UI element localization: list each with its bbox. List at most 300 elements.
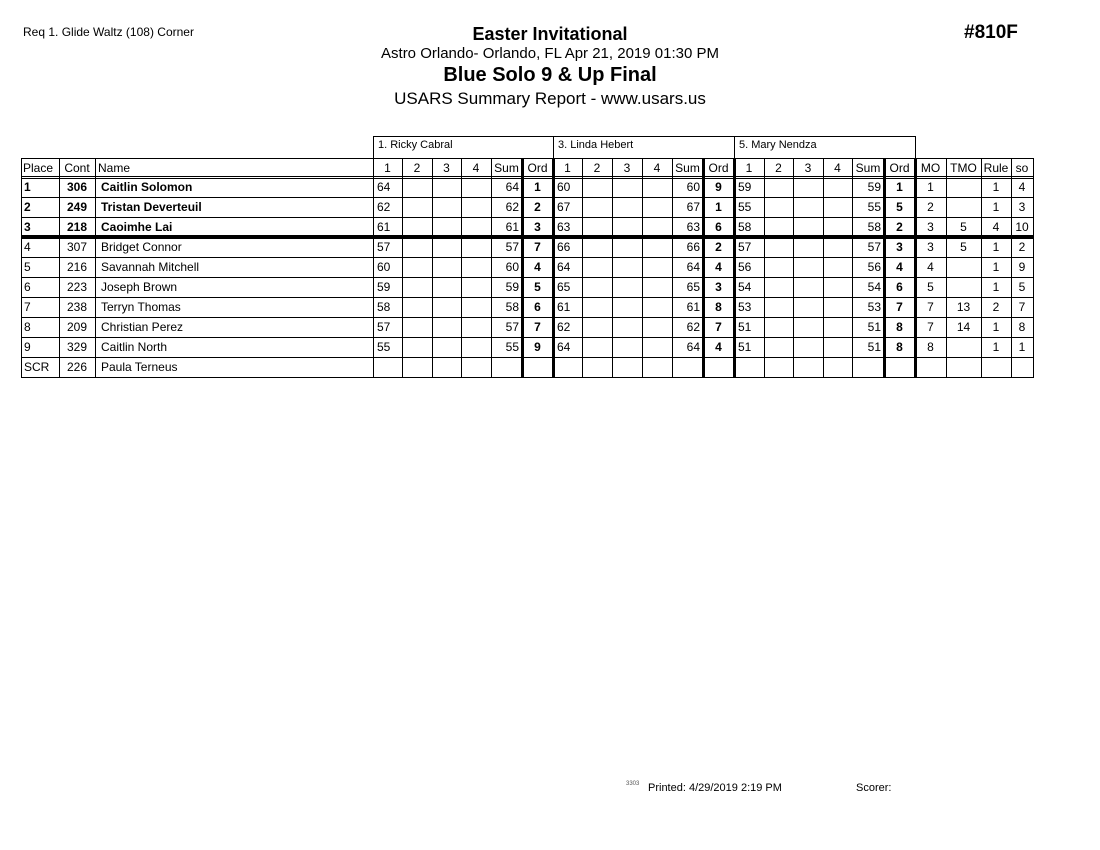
cell-sum: 60 bbox=[505, 260, 519, 274]
judge-box-top bbox=[734, 136, 916, 137]
cell-tmo: 5 bbox=[960, 240, 967, 254]
ordinal-right-rule bbox=[914, 158, 917, 378]
cell-score: 59 bbox=[377, 280, 391, 294]
cell-score: 55 bbox=[738, 200, 752, 214]
cell-sum: 64 bbox=[686, 340, 700, 354]
cell-ordinal: 4 bbox=[896, 260, 903, 274]
cell-score bbox=[582, 318, 612, 337]
report-title: USARS Summary Report - www.usars.us bbox=[394, 89, 706, 108]
cell-mo: 3 bbox=[927, 220, 934, 234]
cell-ordinal: 7 bbox=[715, 320, 722, 334]
cell-tmo bbox=[946, 278, 981, 297]
cell-sum: 64 bbox=[686, 260, 700, 274]
cell-score bbox=[402, 238, 432, 257]
cell-score bbox=[612, 238, 642, 257]
cell-mo bbox=[915, 358, 946, 377]
cell-score bbox=[642, 318, 672, 337]
cell-so: 7 bbox=[1018, 300, 1026, 314]
cell-so: 1 bbox=[1018, 340, 1026, 354]
cell-rule: 1 bbox=[992, 280, 1000, 294]
header-judge-3-col-1: 1 bbox=[745, 161, 753, 175]
cell-rule: 1 bbox=[992, 200, 1000, 214]
cell-rule: 1 bbox=[992, 240, 1000, 254]
judge-name: 3. Linda Hebert bbox=[558, 139, 634, 151]
ordinal-left-rule bbox=[702, 158, 705, 378]
cell-score bbox=[793, 318, 823, 337]
header-judge-3-col-4: 4 bbox=[834, 161, 841, 175]
cell-score bbox=[432, 318, 461, 337]
cell-name: Tristan Deverteuil bbox=[101, 200, 202, 214]
cell-score bbox=[764, 318, 793, 337]
cell-score: 64 bbox=[557, 340, 571, 354]
cell-sum: 57 bbox=[867, 240, 881, 254]
row-rule bbox=[21, 297, 1033, 298]
cell-score bbox=[793, 278, 823, 297]
cell-mo: 5 bbox=[927, 280, 934, 294]
cell-score: 65 bbox=[557, 280, 571, 294]
cell-tmo bbox=[946, 178, 981, 197]
cell-score bbox=[582, 198, 612, 217]
cell-ordinal: 4 bbox=[534, 260, 541, 274]
cell-ordinal: 7 bbox=[896, 300, 903, 314]
cell-score: 62 bbox=[557, 320, 571, 334]
cell-ordinal: 1 bbox=[534, 180, 541, 194]
cell-score bbox=[764, 298, 793, 317]
cell-rule: 1 bbox=[992, 260, 1000, 274]
header-judge-1-col-1: 1 bbox=[384, 161, 391, 175]
cell-score bbox=[432, 198, 461, 217]
cell-cont: 306 bbox=[66, 180, 88, 194]
header-double-rule-2 bbox=[21, 178, 1033, 179]
cell-mo: 4 bbox=[927, 260, 934, 274]
scorer-label: Scorer: bbox=[856, 782, 892, 794]
cell-rule bbox=[981, 358, 1011, 377]
column-rule bbox=[764, 158, 765, 378]
column-rule bbox=[95, 158, 96, 378]
cell-score bbox=[642, 258, 672, 277]
column-rule bbox=[402, 158, 403, 378]
cell-so: 2 bbox=[1018, 240, 1026, 254]
cell-score bbox=[764, 278, 793, 297]
cell-so: 5 bbox=[1018, 280, 1026, 294]
cell-score bbox=[582, 298, 612, 317]
header-judge-2-col-ord: Ord bbox=[708, 161, 729, 175]
header-judge-2-col-1: 1 bbox=[564, 161, 571, 175]
cell-name: Caoimhe Lai bbox=[101, 220, 173, 234]
column-rule bbox=[491, 158, 492, 378]
cell-score bbox=[402, 358, 432, 377]
cell-score bbox=[402, 318, 432, 337]
header-judge-1-col-sum: Sum bbox=[494, 161, 519, 175]
judge-box-left bbox=[373, 136, 374, 158]
cell-ordinal: 8 bbox=[896, 340, 903, 354]
header-top-rule bbox=[915, 158, 1033, 159]
cell-rule: 2 bbox=[992, 300, 1000, 314]
cell-name: Bridget Connor bbox=[101, 240, 182, 254]
cell-ordinal: 6 bbox=[896, 280, 903, 294]
cell-name: Christian Perez bbox=[101, 320, 184, 334]
row-rule bbox=[21, 197, 1033, 198]
column-rule bbox=[59, 158, 60, 378]
cell-cont: 329 bbox=[66, 340, 88, 354]
cell-score bbox=[642, 198, 672, 217]
cell-score bbox=[642, 298, 672, 317]
cell-mo: 2 bbox=[927, 200, 934, 214]
cell-score bbox=[582, 358, 612, 377]
cell-rule: 4 bbox=[992, 220, 1000, 234]
column-rule bbox=[612, 158, 613, 378]
competition-title: Easter Invitational bbox=[472, 24, 628, 44]
cell-score bbox=[461, 278, 491, 297]
column-rule bbox=[1033, 158, 1034, 378]
cell-score: 59 bbox=[738, 180, 752, 194]
header-mo: MO bbox=[920, 161, 941, 175]
cell-score: 51 bbox=[738, 320, 752, 334]
cell-cont: 238 bbox=[66, 300, 88, 314]
cell-score bbox=[793, 178, 823, 197]
cell-sum: 64 bbox=[505, 180, 519, 194]
cell-ordinal: 4 bbox=[715, 260, 722, 274]
cell-score: 58 bbox=[738, 220, 752, 234]
cell-score bbox=[461, 258, 491, 277]
cell-ordinal: 9 bbox=[715, 180, 722, 194]
cell-ordinal: 2 bbox=[534, 200, 541, 214]
request-label: Req 1. Glide Waltz (108) Corner bbox=[23, 25, 194, 39]
cell-sum: 54 bbox=[867, 280, 881, 294]
header-judge-2-col-sum: Sum bbox=[675, 161, 700, 175]
ordinal-right-rule bbox=[733, 158, 736, 378]
cell-score bbox=[461, 198, 491, 217]
cell-name: Savannah Mitchell bbox=[101, 260, 200, 274]
cell-sum: 51 bbox=[867, 320, 881, 334]
cell-score bbox=[612, 178, 642, 197]
cell-mo: 8 bbox=[927, 340, 934, 354]
ordinal-right-rule bbox=[552, 158, 555, 378]
cell-mo: 7 bbox=[927, 300, 934, 314]
cell-score: 58 bbox=[377, 300, 391, 314]
cell-score bbox=[582, 258, 612, 277]
cell-so: 4 bbox=[1018, 180, 1026, 194]
cell-ordinal: 9 bbox=[534, 340, 541, 354]
cell-ordinal: 7 bbox=[534, 320, 541, 334]
cell-sum: 53 bbox=[867, 300, 881, 314]
cell-ordinal: 8 bbox=[896, 320, 903, 334]
cell-so: 8 bbox=[1018, 320, 1026, 334]
header-judge-1-col-3: 3 bbox=[443, 161, 450, 175]
cell-score bbox=[432, 238, 461, 257]
cell-tmo bbox=[946, 198, 981, 217]
cell-score bbox=[793, 358, 823, 377]
header-tmo: TMO bbox=[950, 161, 977, 175]
cell-place: 9 bbox=[24, 340, 31, 354]
row-rule bbox=[21, 317, 1033, 318]
cell-score bbox=[612, 358, 642, 377]
cell-place: 7 bbox=[24, 300, 31, 314]
cell-so bbox=[1011, 358, 1033, 377]
cell-place: 2 bbox=[24, 200, 31, 214]
header-judge-1-col-2: 2 bbox=[413, 161, 421, 175]
cell-score bbox=[793, 198, 823, 217]
cell-score bbox=[612, 258, 642, 277]
row-rule bbox=[21, 357, 1033, 358]
ordinal-left-rule bbox=[883, 158, 886, 378]
column-rule bbox=[461, 158, 462, 378]
cell-score bbox=[432, 258, 461, 277]
cell-sum: 61 bbox=[686, 300, 700, 314]
cell-score bbox=[764, 358, 793, 377]
cell-score bbox=[612, 198, 642, 217]
cell-score bbox=[793, 238, 823, 257]
cell-sum: 57 bbox=[505, 240, 519, 254]
cell-mo: 7 bbox=[927, 320, 934, 334]
cell-ordinal bbox=[884, 358, 915, 377]
cell-cont: 226 bbox=[66, 360, 88, 374]
cell-score bbox=[764, 238, 793, 257]
header-judge-3-col-3: 3 bbox=[804, 161, 812, 175]
cell-sum: 59 bbox=[505, 280, 519, 294]
cell-score bbox=[793, 338, 823, 357]
cell-ordinal: 5 bbox=[896, 200, 903, 214]
cell-score: 55 bbox=[377, 340, 391, 354]
cell-score bbox=[402, 278, 432, 297]
cell-score bbox=[612, 278, 642, 297]
cell-ordinal: 1 bbox=[896, 180, 903, 194]
event-number: #810F bbox=[964, 22, 1018, 43]
cell-mo: 1 bbox=[927, 180, 934, 194]
cell-tmo bbox=[946, 258, 981, 277]
cell-sum: 66 bbox=[686, 240, 700, 254]
header-judge-2-col-4: 4 bbox=[653, 161, 661, 175]
cell-place: 3 bbox=[24, 220, 31, 234]
cell-score bbox=[642, 358, 672, 377]
cell-score bbox=[432, 298, 461, 317]
cell-sum: 57 bbox=[505, 320, 519, 334]
cell-score bbox=[582, 338, 612, 357]
cell-name: Caitlin Solomon bbox=[101, 180, 193, 194]
cell-score bbox=[612, 338, 642, 357]
cell-sum: 51 bbox=[867, 340, 881, 354]
cell-score bbox=[764, 178, 793, 197]
cell-score bbox=[642, 338, 672, 357]
cell-score bbox=[642, 238, 672, 257]
cell-score: 64 bbox=[557, 260, 571, 274]
header-judge-2-col-2: 2 bbox=[593, 161, 601, 175]
cell-score bbox=[461, 318, 491, 337]
cell-score bbox=[461, 298, 491, 317]
cell-sum: 62 bbox=[686, 320, 700, 334]
cell-sum: 59 bbox=[867, 180, 881, 194]
cell-name: Paula Terneus bbox=[101, 360, 178, 374]
cell-score bbox=[461, 238, 491, 257]
cell-place: 4 bbox=[24, 240, 31, 254]
cell-sum: 56 bbox=[867, 260, 881, 274]
cell-score bbox=[642, 178, 672, 197]
header-judge-3-col-ord: Ord bbox=[889, 161, 910, 175]
header-so: so bbox=[1015, 161, 1029, 175]
cell-place: 8 bbox=[24, 320, 31, 334]
cell-score bbox=[432, 278, 461, 297]
cell-ordinal: 6 bbox=[534, 300, 541, 314]
cell-score bbox=[432, 358, 461, 377]
judge-box-top bbox=[553, 136, 735, 137]
cell-cont: 209 bbox=[66, 320, 88, 334]
cell-sum bbox=[672, 358, 703, 377]
cell-score bbox=[402, 298, 432, 317]
column-rule bbox=[823, 158, 824, 378]
cell-place: 6 bbox=[24, 280, 31, 294]
cell-score bbox=[432, 178, 461, 197]
cell-score bbox=[793, 258, 823, 277]
judge-box-left bbox=[734, 136, 735, 158]
cell-score bbox=[734, 358, 764, 377]
cell-ordinal: 6 bbox=[715, 220, 722, 234]
cell-sum: 58 bbox=[867, 220, 881, 234]
header-double-rule-1 bbox=[21, 176, 1033, 177]
cell-score bbox=[402, 258, 432, 277]
cell-cont: 218 bbox=[66, 220, 88, 234]
podium-separator bbox=[21, 235, 1033, 239]
cell-place: 1 bbox=[24, 180, 31, 194]
column-rule bbox=[672, 158, 673, 378]
cell-score bbox=[402, 178, 432, 197]
column-rule bbox=[373, 158, 374, 378]
cell-score bbox=[373, 358, 402, 377]
cell-score bbox=[764, 338, 793, 357]
cell-name: Caitlin North bbox=[101, 340, 168, 354]
cell-score bbox=[612, 298, 642, 317]
cell-ordinal: 3 bbox=[896, 240, 903, 254]
cell-sum: 58 bbox=[505, 300, 519, 314]
cell-ordinal: 5 bbox=[534, 280, 541, 294]
cell-score bbox=[823, 198, 852, 217]
cell-rule: 1 bbox=[992, 340, 1000, 354]
cell-cont: 307 bbox=[66, 240, 88, 254]
cell-place: 5 bbox=[24, 260, 31, 274]
judge-box-left bbox=[553, 136, 554, 158]
cell-score bbox=[461, 338, 491, 357]
cell-sum: 62 bbox=[505, 200, 519, 214]
cell-sum: 61 bbox=[505, 220, 519, 234]
header-judge-3-col-sum: Sum bbox=[855, 161, 881, 175]
column-rule bbox=[793, 158, 794, 378]
cell-score: 57 bbox=[377, 320, 391, 334]
cell-score bbox=[553, 358, 582, 377]
cell-tmo: 5 bbox=[960, 220, 967, 234]
cell-score bbox=[823, 258, 852, 277]
judge-name: 5. Mary Nendza bbox=[739, 139, 817, 151]
cell-score bbox=[823, 298, 852, 317]
cell-score bbox=[402, 198, 432, 217]
event-title: Blue Solo 9 & Up Final bbox=[443, 64, 657, 86]
cell-score: 60 bbox=[557, 180, 571, 194]
cell-so: 3 bbox=[1018, 200, 1026, 214]
cell-place: SCR bbox=[24, 360, 50, 374]
cell-so: 9 bbox=[1018, 260, 1026, 274]
cell-score: 57 bbox=[377, 240, 391, 254]
printed-timestamp: Printed: 4/29/2019 2:19 PM bbox=[648, 782, 782, 794]
cell-tmo bbox=[946, 338, 981, 357]
cell-score: 51 bbox=[738, 340, 752, 354]
cell-score bbox=[823, 178, 852, 197]
cell-score bbox=[823, 358, 852, 377]
cell-name: Joseph Brown bbox=[101, 280, 178, 294]
column-rule bbox=[852, 158, 853, 378]
cell-score bbox=[461, 178, 491, 197]
cell-score bbox=[582, 178, 612, 197]
column-rule bbox=[582, 158, 583, 378]
column-rule bbox=[946, 158, 947, 378]
ordinal-left-rule bbox=[521, 158, 524, 378]
cell-score bbox=[823, 318, 852, 337]
cell-score bbox=[823, 238, 852, 257]
cell-score bbox=[461, 358, 491, 377]
judge-name: 1. Ricky Cabral bbox=[378, 139, 453, 151]
column-rule bbox=[642, 158, 643, 378]
judge-box-top bbox=[373, 136, 554, 137]
cell-name: Terryn Thomas bbox=[101, 300, 181, 314]
header-top-rule bbox=[21, 158, 916, 159]
cell-tmo bbox=[946, 358, 981, 377]
cell-score: 61 bbox=[377, 220, 391, 234]
cell-sum: 60 bbox=[686, 180, 700, 194]
cell-score: 53 bbox=[738, 300, 752, 314]
report-code: 3303 bbox=[626, 781, 640, 787]
judge-box-right bbox=[915, 136, 916, 158]
cell-score: 62 bbox=[377, 200, 391, 214]
cell-cont: 223 bbox=[66, 280, 88, 294]
cell-so: 10 bbox=[1015, 220, 1029, 234]
cell-score bbox=[793, 298, 823, 317]
cell-ordinal: 7 bbox=[534, 240, 541, 254]
cell-score bbox=[764, 198, 793, 217]
column-rule bbox=[981, 158, 982, 378]
cell-ordinal: 8 bbox=[715, 300, 722, 314]
cell-ordinal: 3 bbox=[715, 280, 722, 294]
cell-score bbox=[642, 278, 672, 297]
cell-rule: 1 bbox=[992, 320, 1000, 334]
cell-score: 56 bbox=[738, 260, 752, 274]
cell-mo: 3 bbox=[927, 240, 934, 254]
cell-score: 67 bbox=[557, 200, 571, 214]
header-place: Place bbox=[23, 161, 54, 175]
cell-rule: 1 bbox=[992, 180, 1000, 194]
row-rule bbox=[21, 337, 1033, 338]
venue-date: Astro Orlando- Orlando, FL Apr 21, 2019 01:30 PM bbox=[381, 45, 719, 62]
header-judge-3-col-2: 2 bbox=[775, 161, 782, 175]
cell-ordinal bbox=[522, 358, 553, 377]
cell-score: 63 bbox=[557, 220, 571, 234]
column-rule bbox=[21, 158, 22, 378]
column-rule bbox=[432, 158, 433, 378]
cell-score: 60 bbox=[377, 260, 391, 274]
cell-score bbox=[582, 278, 612, 297]
cell-score: 54 bbox=[738, 280, 752, 294]
cell-ordinal: 3 bbox=[534, 220, 541, 234]
header-judge-2-col-3: 3 bbox=[623, 161, 631, 175]
cell-ordinal: 4 bbox=[715, 340, 722, 354]
cell-score bbox=[612, 318, 642, 337]
cell-score bbox=[823, 278, 852, 297]
cell-sum: 63 bbox=[686, 220, 700, 234]
cell-sum bbox=[852, 358, 884, 377]
column-rule bbox=[1011, 158, 1012, 378]
cell-tmo: 13 bbox=[956, 300, 971, 314]
cell-sum: 55 bbox=[867, 200, 881, 214]
cell-ordinal: 2 bbox=[896, 220, 903, 234]
cell-sum: 55 bbox=[505, 340, 519, 354]
row-rule bbox=[21, 217, 1033, 218]
cell-score: 64 bbox=[377, 180, 391, 194]
